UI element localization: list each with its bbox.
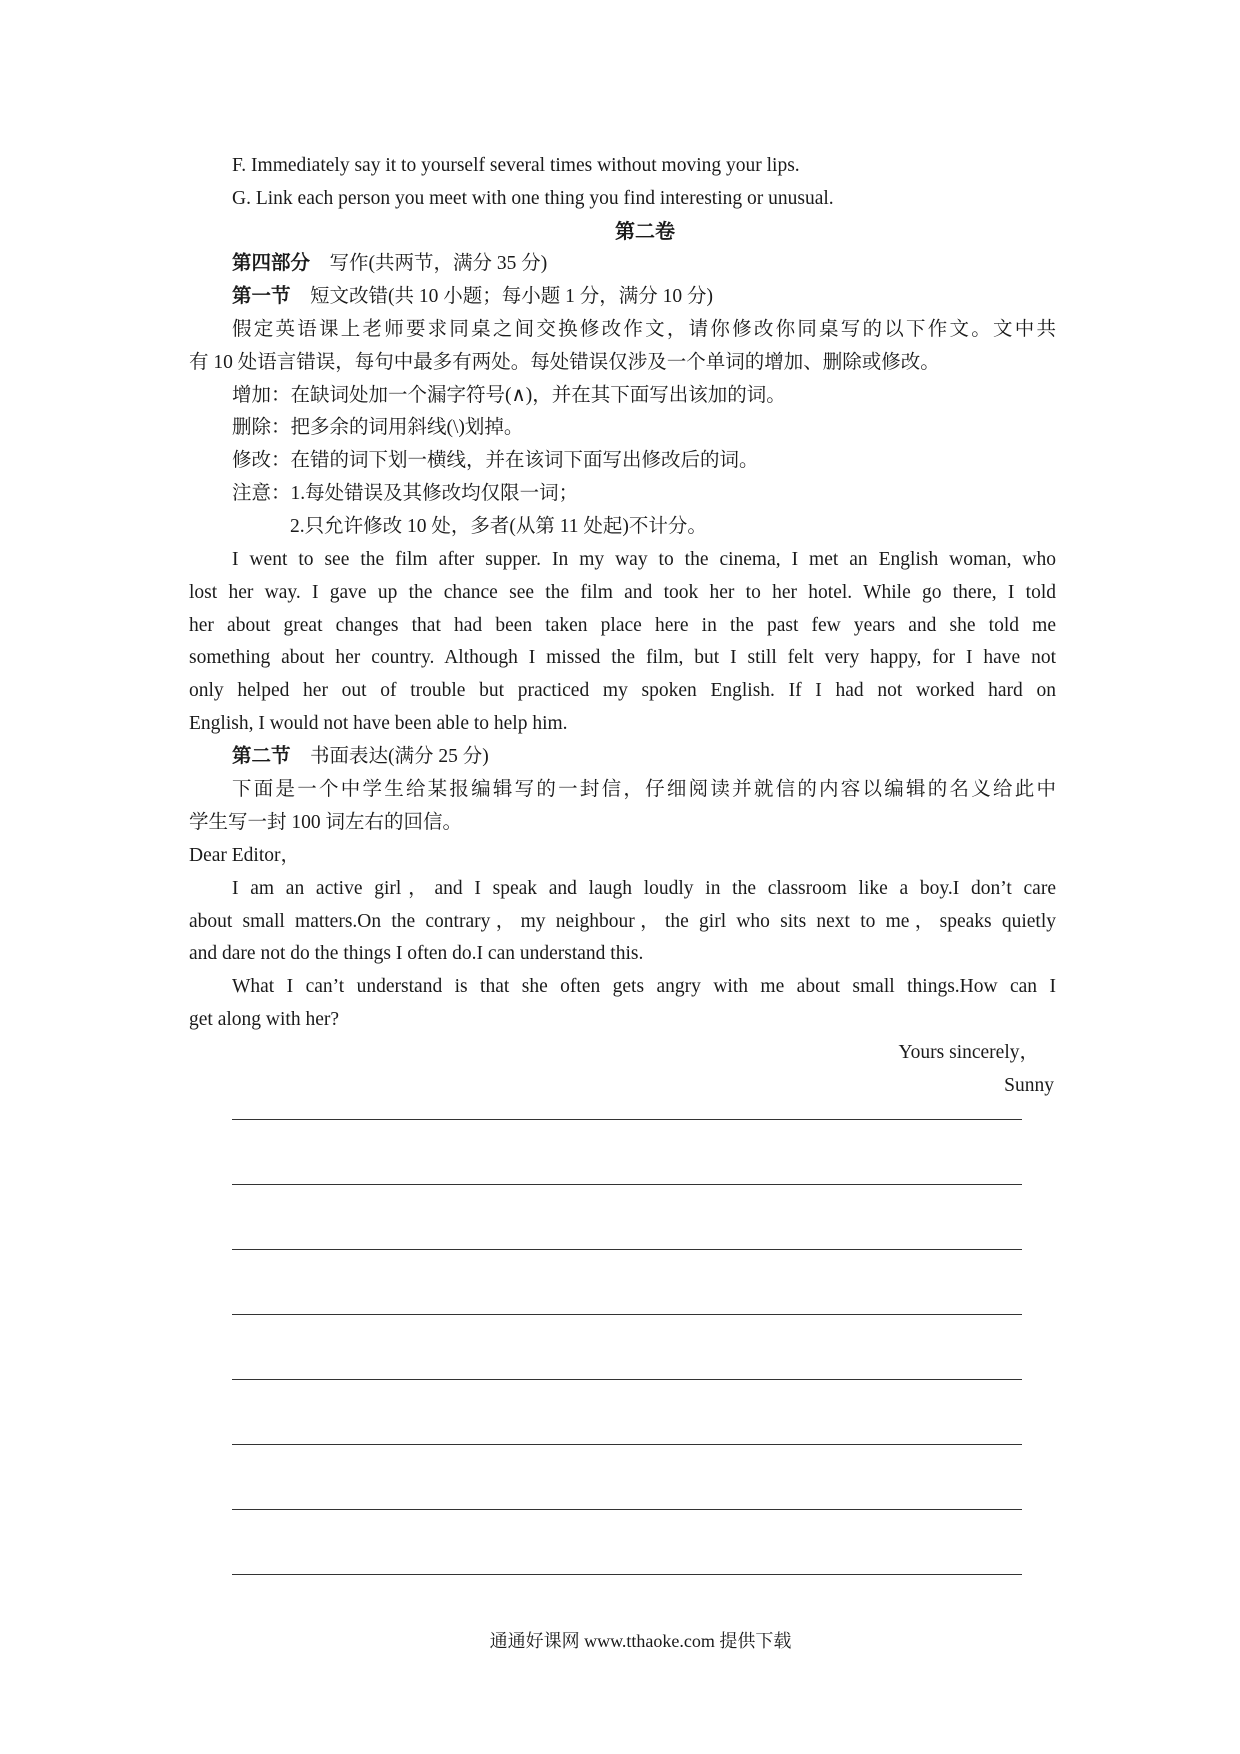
passage-line: only helped her out of trouble but practiced my spoken English. If I had not worked hard on (189, 680, 1056, 701)
letter-closing: Yours sincerely， (898, 1042, 1039, 1063)
passage-line: something about her country. Although I missed the film, but I still felt very happy, for I have not (189, 647, 1056, 668)
letter-body-line: about small matters.On the contrary，my neighbour，the girl who sits next to me，speaks quietly (189, 911, 1056, 932)
option-f: F. Immediately say it to yourself several times without moving your lips. (232, 155, 800, 176)
part-four-title: 写作(共两节，满分 35 分) (329, 253, 548, 274)
letter-salutation: Dear Editor， (189, 845, 301, 866)
answer-line[interactable] (232, 1249, 1022, 1250)
passage-line: lost her way. I gave up the chance see the film and took her to her hotel. While go there, I told (189, 582, 1056, 603)
answer-line[interactable] (232, 1379, 1022, 1380)
add-rule: 增加：在缺词处加一个漏字符号(∧)，并在其下面写出该加的词。 (232, 385, 786, 406)
volume-title: 第二卷 (615, 221, 675, 243)
section-one-instruction-2: 有 10 处语言错误，每句中最多有两处。每处错误仅涉及一个单词的增加、删除或修改。 (189, 352, 940, 373)
section-one-title: 短文改错(共 10 小题；每小题 1 分，满分 10 分) (310, 286, 714, 307)
letter-signature: Sunny (1004, 1075, 1054, 1096)
answer-line[interactable] (232, 1444, 1022, 1445)
section-two-instruction-2: 学生写一封 100 词左右的回信。 (189, 812, 463, 833)
section-two-instruction-1: 下面是一个中学生给某报编辑写的一封信，仔细阅读并就信的内容以编辑的名义给此中 (232, 779, 1056, 800)
section-one-label: 第一节 (232, 286, 291, 307)
letter-body-line: and dare not do the things I often do.I can understand this. (189, 943, 644, 964)
answer-line[interactable] (232, 1119, 1022, 1120)
modify-rule: 修改：在错的词下划一横线，并在该词下面写出修改后的词。 (232, 450, 759, 471)
section-two-heading (232, 745, 489, 769)
note-2: 2.只允许修改 10 处，多者(从第 11 处起)不计分。 (290, 516, 707, 537)
section-two-label: 第二节 (232, 746, 291, 767)
letter-body-line: What I can’t understand is that she often gets angry with me about small things.How can I (232, 976, 1056, 997)
delete-rule: 删除：把多余的词用斜线(\)划掉。 (232, 417, 524, 438)
answer-line[interactable] (232, 1314, 1022, 1315)
note-1: 注意：1.每处错误及其修改均仅限一词； (232, 483, 579, 504)
passage-line: I went to see the film after supper. In my way to the cinema, I met an English woman, who (232, 549, 1056, 570)
option-g: G. Link each person you meet with one thing you find interesting or unusual. (232, 188, 834, 209)
answer-line[interactable] (232, 1184, 1022, 1185)
answer-line[interactable] (232, 1509, 1022, 1510)
section-one-heading (232, 285, 713, 309)
page-footer: 通通好课网 www.tthaoke.com 提供下载 (489, 1631, 792, 1651)
letter-body-line: get along with her? (189, 1009, 339, 1030)
section-one-instruction-1: 假定英语课上老师要求同桌之间交换修改作文，请你修改你同桌写的以下作文。文中共 (232, 319, 1056, 340)
answer-line[interactable] (232, 1574, 1022, 1575)
part-four-label: 第四部分 (232, 253, 311, 274)
letter-body-line: I am an active girl，and I speak and laugh loudly in the classroom like a boy.I don’t care (232, 878, 1056, 899)
part-four-heading (232, 252, 547, 276)
passage-line: English, I would not have been able to help him. (189, 713, 568, 734)
passage-line: her about great changes that had been taken place here in the past few years and she told me (189, 615, 1056, 636)
section-two-title: 书面表达(满分 25 分) (310, 746, 489, 767)
